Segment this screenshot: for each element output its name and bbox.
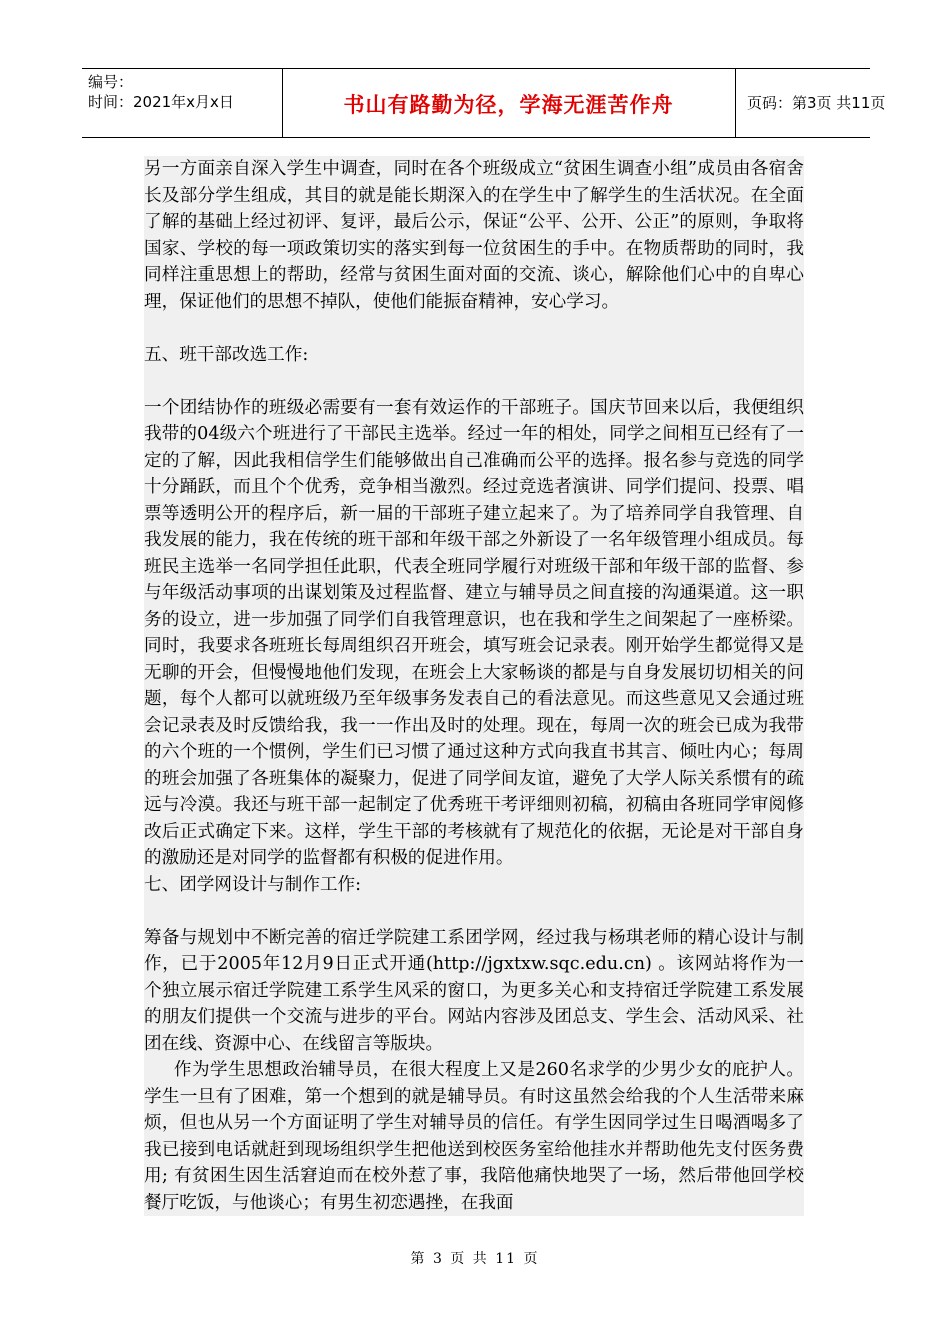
section-heading-website: 七、团学网设计与制作工作: [144, 874, 362, 895]
blank-line [144, 898, 804, 925]
header-page-info: 页码：第3页 共11页 [747, 94, 886, 112]
paragraph-class-cadre-election: 一个团结协作的班级必需要有一套有效运作的干部班子。国庆节回来以后，我便组织我带的04级六个班进行了干部民主选举。经过一年的相处，同学之间相互已经有了一定的了解，因此我相信学生们能够做出自己准确而公平的选择。报名参与竞选的同学十分踊跃，而且个个优秀，竞争相当激烈。经过竞选者演讲、同学们提问、投票、唱票等透明公开的程序后，新一届的干部班子建立起来了。为了培养同学自我管理、自我发展的能力，我在传统的班干部和年级干部之外新设了一名年级管理小组成员。每班民主选举一名同学担任此职，代表全班同学履行对班级干部和年级干部的监督、参与年级活动事项的出谋划策及过程监督、建立与辅导员之间直接的沟通渠道。这一职务的设立，进一步加强了同学们自我管理意识，也在我和学生之间架起了一座桥梁。同时，我要求各班班长每周组织召开班会，填写班会记录表。刚开始学生都觉得又是无聊的开会，但慢慢地他们发现，在班会上大家畅谈的都是与自身发展切切相关的问题，每个人都可以就班级乃至年级事务发表自己的看法意见。而这些意见又会通过班会记录表及时反馈给我，我一一作出及时的处理。现在，每周一次的班会已成为我带的六个班的一个惯例，学生们已习惯了通过这种方式向我直书其言、倾吐内心；每周的班会加强了各班集体的凝聚力，促进了同学间友谊，避免了大学人际关系惯有的疏远与冷漠。我还与班干部一起制定了优秀班干考评细则初稿，初稿由各班同学审阅修改后正式确定下来。这样，学生干部的考核就有了规范化的依据，无论是对干部自身的激励还是对同学的监督都有积极的促进作用。 [144, 397, 804, 868]
time-label: 时间：2021年x月x日 [88, 93, 234, 111]
paragraph-website: 筹备与规划中不断完善的宿迁学院建工系团学网，经过我与杨琪老师的精心设计与制作，已于2005年12月9日正式开通(http://jgxtxw.sqc.edu.cn) 。该网站将作为一个独立展示宿迁学院建工系学生风采的窗口，为更多关心和支持宿迁学院建工系发展的朋友们提供一个交流与进步的平台。网站内容涉及团总支、学生会、活动风采、社团在线、资源中心、在线留言等版块。 [144, 927, 804, 1054]
paragraph-counselor-role: 作为学生思想政治辅导员，在很大程度上又是260名求学的少男少女的庇护人。学生一旦有了困难，第一个想到的就是辅导员。有时这虽然会给我的个人生活带来麻烦，但也从另一个方面证明了学生对辅导员的信任。有学生因同学过生日喝酒喝多了我已接到电话就赶到现场组织学生把他送到校医务室给他挂水并帮助他先支付医务费用; 有贫困生因生活窘迫而在校外惹了事，我陪他痛快地哭了一场，然后带他回学校餐厅吃饭，与他谈心；有男生初恋遇挫，在我面 [144, 1060, 804, 1213]
doc-number-label: 编号： [88, 73, 134, 91]
paragraph-poverty-survey: 另一方面亲自深入学生中调查，同时在各个班级成立“贫困生调查小组”成员由各宿舍长及部分学生组成，其目的就是能长期深入的在学生中了解学生的生活状况。在全面了解的基础上经过初评、复评，最后公示，保证“公平、公开、公正”的原则，争取将国家、学校的每一项政策切实的落实到每一位贫困生的手中。在物质帮助的同时，我同样注重思想上的帮助，经常与贫困生面对面的交流、谈心，解除他们心中的自卑心理，保证他们的思想不掉队，使他们能振奋精神，安心学习。 [144, 159, 804, 312]
section-heading-class-cadre: 五、班干部改选工作: [144, 344, 309, 365]
blank-line [144, 368, 804, 395]
page-header [82, 68, 886, 138]
document-body [144, 156, 804, 1216]
header-middle-cell [282, 69, 736, 137]
header-left-cell [82, 69, 283, 137]
page-footer-number: 第 3 页 共 11 页 [410, 1251, 540, 1267]
header-motto: 书山有路勤为径，学海无涯苦作舟 [343, 93, 674, 117]
header-right-cell [735, 69, 886, 137]
blank-line [144, 315, 804, 342]
